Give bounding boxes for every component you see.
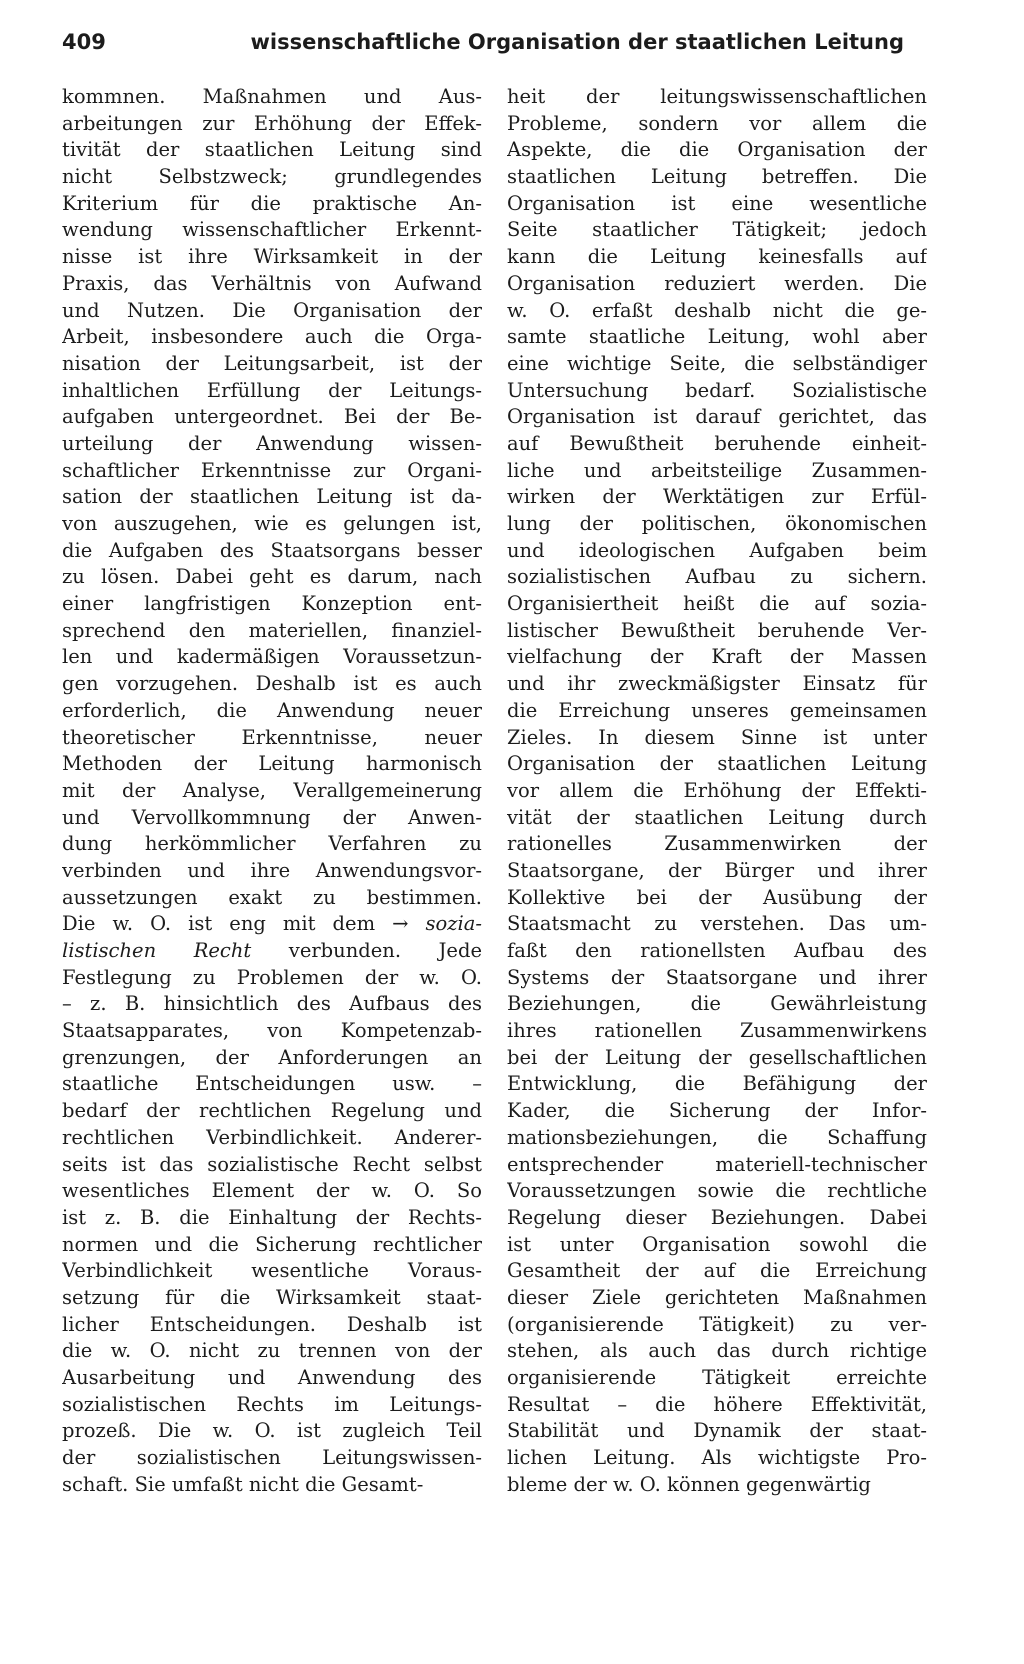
page-header [62,30,904,70]
text-line: schaftlicher Erkenntnisse zur Organi- [62,458,482,482]
text-line: die Aufgaben des Staatsorgans besser [62,538,482,562]
text-line: Stabilität und Dynamik der staat- [507,1419,927,1443]
text-line: Staatsorgane, der Bürger und ihrer [507,858,927,882]
text-line: Voraussetzungen sowie die rechtliche [507,1179,927,1203]
text-line: verbinden und ihre Anwendungsvor- [62,858,482,882]
text-line: der sozialistischen Leitungswissen- [62,1446,482,1470]
text-line: Kollektive bei der Ausübung der [507,885,927,909]
text-line: gen vorzugehen. Deshalb ist es auch [62,672,482,696]
text-line: Zieles. In diesem Sinne ist unter [507,725,927,749]
text-line: seits ist das sozialistische Recht selbst [62,1152,482,1176]
text-line: Entwicklung, die Befähigung der [507,1072,927,1096]
text-line: rationelles Zusammenwirken der [507,832,927,856]
text-line: Arbeit, insbesondere auch die Orga- [62,325,482,349]
text-line: mationsbeziehungen, die Schaffung [507,1125,927,1149]
text-line: (organisierende Tätigkeit) zu ver- [507,1312,927,1336]
text-line: Praxis, das Verhältnis von Aufwand [62,271,482,295]
cross-reference-term: listischen Recht [62,939,252,962]
text-line: dieser Ziele gerichteten Maßnahmen [507,1285,927,1309]
text-line: bleme der w. O. können gegenwärtig [507,1472,871,1496]
cross-reference-arrow-icon: → [392,912,409,936]
running-title: wissenschaftliche Organisation der staatlichen Leitung [250,30,904,54]
text-line: stehen, als auch das durch richtige [507,1339,927,1363]
text-line: und Nutzen. Die Organisation der [62,298,482,322]
text-line: kann die Leitung keinesfalls auf [507,245,927,269]
text-line: listischer Bewußtheit beruhende Ver- [507,618,927,642]
text-line: nicht Selbstzweck; grundlegendes [62,165,482,189]
right-text-column [507,84,927,1498]
text-line: samte staatliche Leitung, wohl aber [507,325,927,349]
text-line: prozeß. Die w. O. ist zugleich Teil [62,1419,482,1443]
text-line: Methoden der Leitung harmonisch [62,752,482,776]
text-line: bei der Leitung der gesellschaftlichen [507,1045,927,1069]
text-line: zu lösen. Dabei geht es darum, nach [62,565,482,589]
text-line: staatlichen Leitung betreffen. Die [507,165,927,189]
text-line: die w. O. nicht zu trennen von der [62,1339,482,1363]
text-line: entsprechender materiell-technischer [507,1152,927,1176]
text-line: sozialistischen Rechts im Leitungs- [62,1392,482,1416]
text-line: organisierende Tätigkeit erreichte [507,1366,927,1389]
text-line: arbeitungen zur Erhöhung der Effek- [62,111,482,135]
text-line: heit der leitungswissenschaftlichen [507,85,927,108]
cross-reference-term: sozia- [425,912,482,936]
text-line: wendung wissenschaftlicher Erkennt- [62,218,482,242]
text-line: erforderlich, die Anwendung neuer [62,698,482,722]
text-line: kommnen. Maßnahmen und Aus- [62,85,482,108]
text-line: ihres rationellen Zusammenwirkens [507,1019,927,1043]
text-segment: verbunden. Jede [288,939,482,962]
text-line: ist unter Organisation sowohl die [507,1232,927,1256]
text-line: bedarf der rechtlichen Regelung und [62,1099,482,1123]
text-line: ist z. B. die Einhaltung der Rechts- [62,1205,482,1229]
text-line: normen und die Sicherung rechtlicher [62,1232,482,1256]
text-line: Kader, die Sicherung der Infor- [507,1099,927,1123]
text-line: lichen Leitung. Als wichtigste Pro- [507,1446,927,1470]
text-line: und Vervollkommnung der Anwen- [62,805,482,829]
text-line: – z. B. hinsichtlich des Aufbaus des [62,992,482,1016]
text-line: und ihr zweckmäßigster Einsatz für [507,672,927,696]
text-line [62,911,482,938]
text-line: lung der politischen, ökonomischen [507,512,927,535]
text-line: theoretischer Erkenntnisse, neuer [62,725,482,749]
text-line: aufgaben untergeordnet. Bei der Be- [62,405,482,429]
text-line: staatliche Entscheidungen usw. – [62,1072,482,1096]
text-line: und ideologischen Aufgaben beim [507,538,927,562]
text-line: sprechend den materiellen, finanziel- [62,618,482,642]
text-line: Gesamtheit der auf die Erreichung [507,1259,927,1283]
text-line: setzung für die Wirksamkeit staat- [62,1285,482,1309]
text-line: urteilung der Anwendung wissen- [62,431,482,455]
text-line: rechtlichen Verbindlichkeit. Anderer- [62,1125,482,1149]
page-number: 409 [62,30,106,54]
text-line: schaft. Sie umfaßt nicht die Gesamt- [62,1472,424,1496]
text-line: Resultat – die höhere Effektivität, [507,1392,927,1416]
text-line: vor allem die Erhöhung der Effekti- [507,778,927,802]
text-line: Regelung dieser Beziehungen. Dabei [507,1205,927,1229]
text-line: liche und arbeitsteilige Zusammen- [507,458,927,482]
text-line: dung herkömmlicher Verfahren zu [62,832,482,856]
text-line: Verbindlichkeit wesentliche Voraus- [62,1259,482,1283]
text-line: Organisation ist eine wesentliche [507,191,927,215]
text-line: vität der staatlichen Leitung durch [507,805,927,829]
text-line: w. O. erfaßt deshalb nicht die ge- [507,298,927,322]
text-line: Ausarbeitung und Anwendung des [62,1366,482,1389]
text-line: wesentliches Element der w. O. So [62,1179,482,1203]
text-line: Untersuchung bedarf. Sozialistische [507,378,927,402]
text-line: Organisation ist darauf gerichtet, das [507,405,927,429]
text-line: Probleme, sondern vor allem die [507,111,927,135]
text-line: einer langfristigen Konzeption ent- [62,592,482,616]
text-line: Beziehungen, die Gewährleistung [507,992,927,1016]
text-segment: Die w. O. ist eng mit dem [62,912,376,936]
text-line: faßt den rationellsten Aufbau des [507,939,927,962]
text-line: Aspekte, die die Organisation der [507,138,927,162]
text-line: inhaltlichen Erfüllung der Leitungs- [62,378,482,402]
text-line [62,938,482,965]
text-line: Seite staatlicher Tätigkeit; jedoch [507,218,927,242]
text-line: mit der Analyse, Verallgemeinerung [62,778,482,802]
text-line: sation der staatlichen Leitung ist da- [62,485,482,509]
text-line: eine wichtige Seite, die selbständiger [507,351,927,375]
text-line: Staatsmacht zu verstehen. Das um- [507,912,927,936]
text-line: Festlegung zu Problemen der w. O. [62,965,482,989]
text-line: nisation der Leitungsarbeit, ist der [62,351,482,375]
text-line: len und kadermäßigen Voraussetzun- [62,645,482,669]
text-line: grenzungen, der Anforderungen an [62,1045,482,1069]
text-line: aussetzungen exakt zu bestimmen. [62,885,482,909]
left-text-column [62,84,482,1498]
text-line: wirken der Werktätigen zur Erfül- [507,485,927,509]
text-line: vielfachung der Kraft der Massen [507,645,927,669]
text-line: Organisation reduziert werden. Die [507,271,927,295]
text-line: nisse ist ihre Wirksamkeit in der [62,245,482,269]
text-line: licher Entscheidungen. Deshalb ist [62,1312,482,1336]
text-line: Systems der Staatsorgane und ihrer [507,965,927,989]
text-line: sozialistischen Aufbau zu sichern. [507,565,927,589]
text-line: auf Bewußtheit beruhende einheit- [507,431,927,455]
text-line: Staatsapparates, von Kompetenzab- [62,1019,482,1043]
text-line: Kriterium für die praktische An- [62,191,482,215]
text-line: tivität der staatlichen Leitung sind [62,138,482,162]
text-line: die Erreichung unseres gemeinsamen [507,698,927,722]
text-line: Organisation der staatlichen Leitung [507,752,927,776]
text-line: Organisiertheit heißt die auf sozia- [507,592,927,616]
text-line: von auszugehen, wie es gelungen ist, [62,512,482,535]
